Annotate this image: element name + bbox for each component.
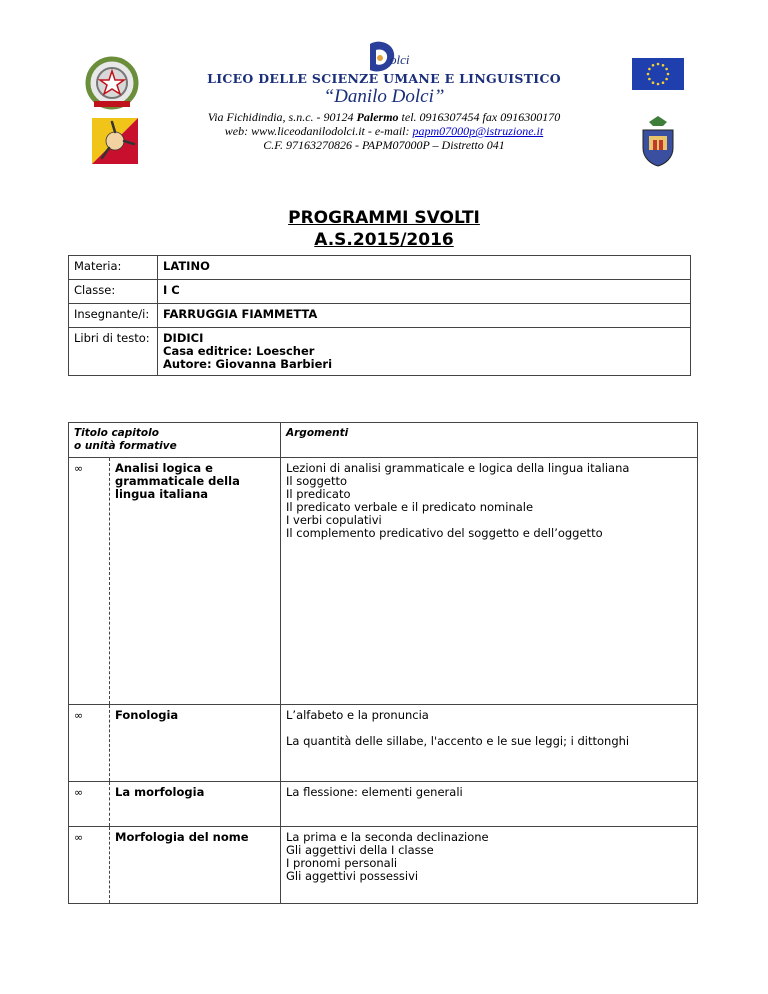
classe-value: I C <box>158 280 691 304</box>
topic-line: Il predicato verbale e il predicato nominale <box>286 500 534 514</box>
topic-line: I pronomi personali <box>286 856 398 870</box>
classe-label: Classe: <box>69 280 158 304</box>
chapter-title: Fonologia <box>110 705 281 782</box>
col-title-line: o unità formative <box>74 440 177 452</box>
school-year: A.S.2015/2016 <box>314 230 454 250</box>
address-text: Via Fichidindia, s.n.c. - 90124 <box>207 110 357 124</box>
libri-value <box>158 328 691 376</box>
topic-line: Il soggetto <box>286 474 347 488</box>
topic-line: Il predicato <box>286 487 351 501</box>
chapter-topics <box>281 827 698 904</box>
table-row <box>69 782 698 827</box>
topic-line: Lezioni di analisi grammaticale e logica della lingua italiana <box>286 461 630 475</box>
materia-label: Materia: <box>69 256 158 280</box>
chapter-title: La morfologia <box>110 782 281 827</box>
materia-value: LATINO <box>158 256 691 280</box>
palermo-city-emblem-icon <box>637 116 679 168</box>
table-row <box>69 458 698 705</box>
chapter-title: Analisi logica e grammaticale della lingua italiana <box>110 458 281 705</box>
bullet-icon: ∞ <box>69 458 110 705</box>
topic-line: La flessione: elementi generali <box>286 785 463 799</box>
libri-row <box>69 328 691 376</box>
bullet-icon: ∞ <box>69 827 110 904</box>
web-text: web: www.liceodanilodolci.it - e-mail: <box>224 124 413 138</box>
eu-flag-icon <box>632 58 684 90</box>
libri-line: Autore: Giovanna Barbieri <box>163 357 333 371</box>
logo-text: olci <box>390 52 410 67</box>
school-name: LICEO DELLE SCIENZE UMANE E LINGUISTICO <box>207 71 561 86</box>
classe-row <box>69 280 691 304</box>
chapter-topics <box>281 458 698 705</box>
address-city: Palermo <box>356 110 399 124</box>
topic-line: L’alfabeto e la pronuncia <box>286 708 429 722</box>
topic-line: La prima e la seconda declinazione <box>286 830 489 844</box>
col-args-header: Argomenti <box>281 423 698 458</box>
col-title-header <box>69 423 281 458</box>
email-link[interactable]: papm07000p@istruzione.it <box>412 124 544 138</box>
address-phone: tel. 0916307454 fax 0916300170 <box>398 110 561 124</box>
table-row <box>69 827 698 904</box>
chapter-title: Morfologia del nome <box>110 827 281 904</box>
chapter-topics <box>281 782 698 827</box>
bullet-icon: ∞ <box>69 782 110 827</box>
insegnante-value: FARRUGGIA FIAMMETTA <box>158 304 691 328</box>
topic-line: Gli aggettivi della I classe <box>286 843 434 857</box>
insegnante-label: Insegnante/i: <box>69 304 158 328</box>
libri-line: DIDICI <box>163 331 204 345</box>
bullet-icon: ∞ <box>69 705 110 782</box>
school-subtitle: “Danilo Dolci” <box>323 86 445 107</box>
libri-line: Casa editrice: Loescher <box>163 344 315 358</box>
materia-row <box>69 256 691 280</box>
topic-line: Il complemento predicativo del soggetto e dell’oggetto <box>286 526 603 540</box>
topic-line: Gli aggettivi possessivi <box>286 869 419 883</box>
topic-line: La quantità delle sillabe, l'accento e le sue leggi; i dittonghi <box>286 734 630 748</box>
tax-line: C.F. 97163270826 - PAPM07000P – Distretto 041 <box>263 138 505 152</box>
document-title: PROGRAMMI SVOLTI <box>288 208 480 228</box>
col-title-line: Titolo capitolo <box>74 427 159 439</box>
topic-line: I verbi copulativi <box>286 513 382 527</box>
table-row <box>69 705 698 782</box>
course-info-table <box>68 255 691 376</box>
libri-label: Libri di testo: <box>69 328 158 376</box>
programme-header-row <box>69 423 698 458</box>
insegnante-row <box>69 304 691 328</box>
programme-table <box>68 422 698 904</box>
chapter-topics <box>281 705 698 782</box>
